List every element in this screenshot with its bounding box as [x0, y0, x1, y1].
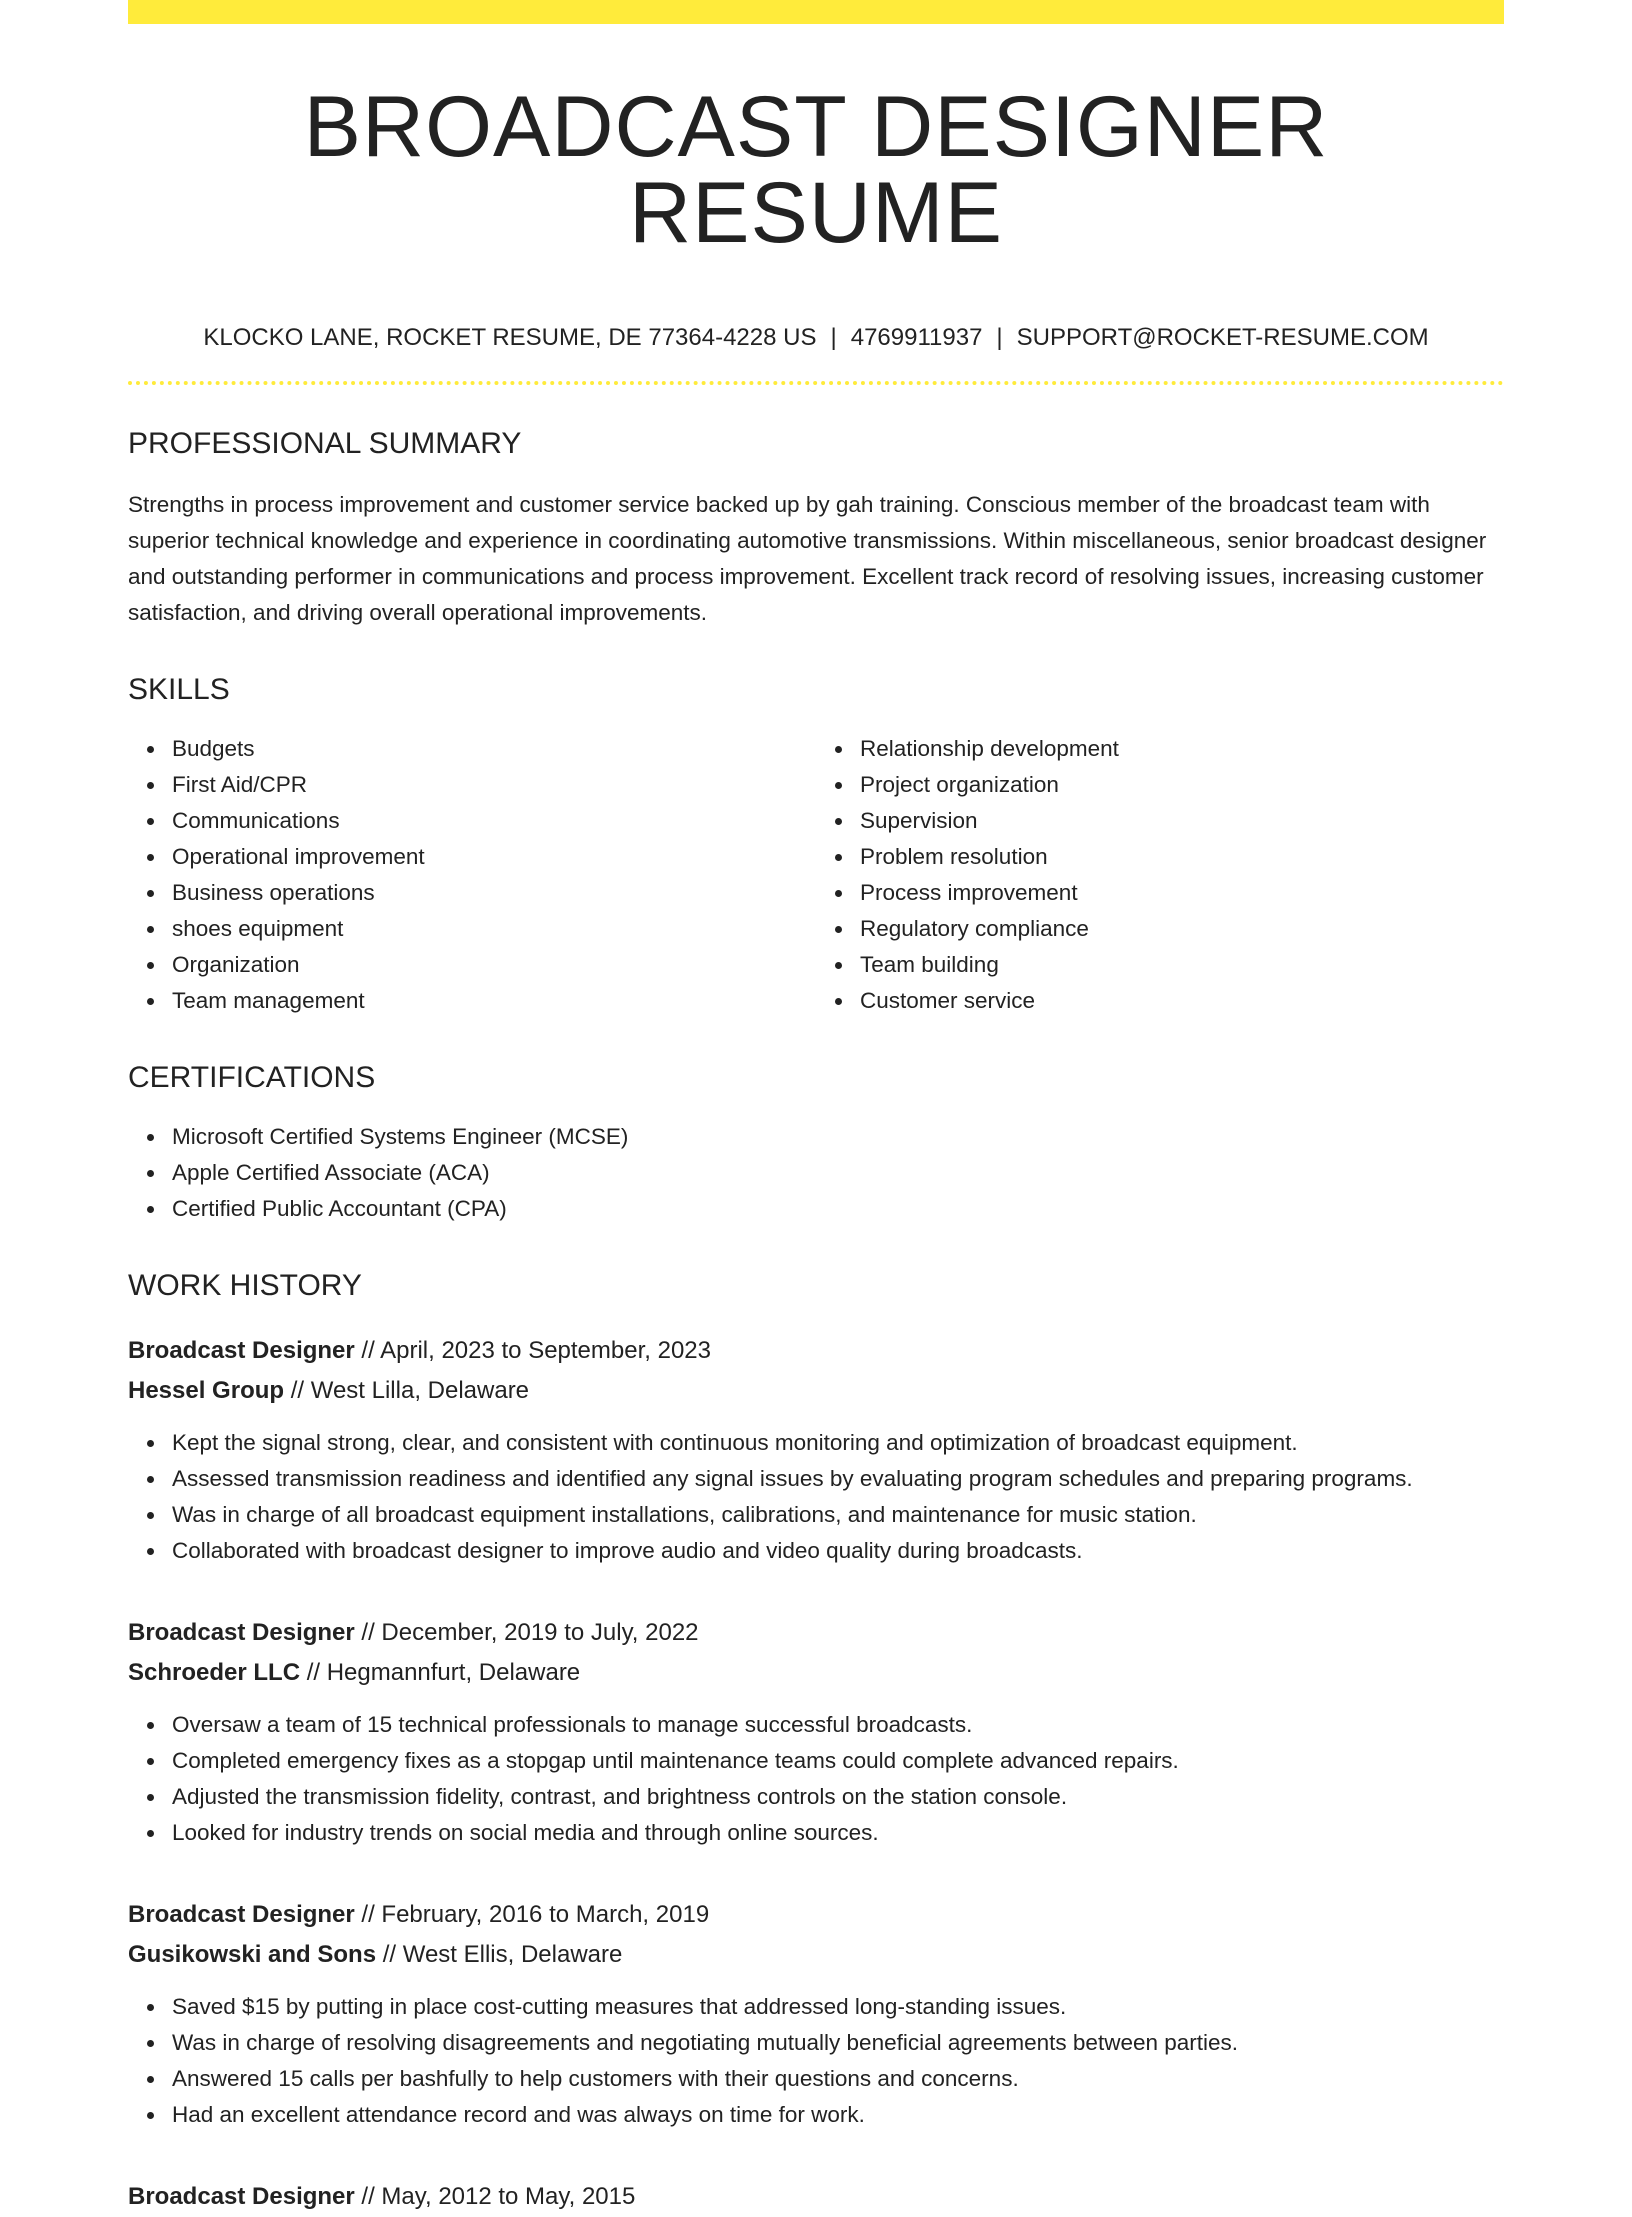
job-title: Broadcast Designer [128, 2182, 355, 2210]
contact-separator: | [996, 324, 1003, 351]
job-bullet: Adjusted the transmission fidelity, contrast, and brightness controls on the station console. [172, 1779, 1504, 1815]
job-title-line [128, 1331, 1504, 1371]
skill-item: Communications [172, 803, 816, 839]
job-title: Broadcast Designer [128, 1336, 355, 1364]
skill-item: Business operations [172, 875, 816, 911]
job-bullet: Was in charge of resolving disagreements and negotiating mutually beneficial agreements between parties. [172, 2025, 1504, 2061]
skill-item: shoes equipment [172, 911, 816, 947]
job-title: Broadcast Designer [128, 1618, 355, 1646]
skill-item: Budgets [172, 731, 816, 767]
skill-item: Regulatory compliance [860, 911, 1504, 947]
certifications-list [128, 1119, 1504, 1227]
job-bullet: Kept the signal strong, clear, and consistent with continuous monitoring and optimization of broadcast equipment. [172, 1425, 1504, 1461]
certification-item: Apple Certified Associate (ACA) [172, 1155, 1504, 1191]
job-title-line [128, 2177, 1504, 2217]
job-bullet: Had an excellent attendance record and was always on time for work. [172, 2097, 1504, 2133]
job-company-line [128, 1371, 1504, 1411]
skill-item: Customer service [860, 983, 1504, 1019]
skill-item: Relationship development [860, 731, 1504, 767]
job-bullet: Oversaw a team of 15 technical professionals to manage successful broadcasts. [172, 1707, 1504, 1743]
skill-item: Problem resolution [860, 839, 1504, 875]
job-bullet: Was in charge of all broadcast equipment installations, calibrations, and maintenance for music station. [172, 1497, 1504, 1533]
summary-heading: PROFESSIONAL SUMMARY [128, 426, 522, 460]
job-dates: // February, 2016 to March, 2019 [354, 1900, 710, 1928]
contact-separator: | [830, 324, 837, 351]
skills-columns [128, 731, 1504, 1019]
job-bullets [128, 1707, 1504, 1851]
job-title-line [128, 1613, 1504, 1653]
skill-item: Supervision [860, 803, 1504, 839]
job-bullet: Answered 15 calls per bashfully to help customers with their questions and concerns. [172, 2061, 1504, 2097]
contact-email: SUPPORT@ROCKET-RESUME.COM [1016, 324, 1429, 351]
job-bullets [128, 1989, 1504, 2133]
job-entry [128, 1895, 1504, 2133]
job-dates: // May, 2012 to May, 2015 [354, 2182, 636, 2210]
job-company: Schroeder LLC [128, 1658, 301, 1686]
job-dates: // December, 2019 to July, 2022 [354, 1618, 699, 1646]
dotted-divider [128, 381, 1504, 385]
resume-page [128, 0, 1504, 2217]
skill-item: Team management [172, 983, 816, 1019]
skills-list-left [128, 731, 816, 1019]
job-location: // Hegmannfurt, Delaware [300, 1658, 581, 1686]
skill-item: Project organization [860, 767, 1504, 803]
job-entry [128, 1331, 1504, 1569]
job-dates: // April, 2023 to September, 2023 [354, 1336, 711, 1364]
resume-title: BROADCAST DESIGNER RESUME [303, 79, 1329, 261]
work-history-heading: WORK HISTORY [128, 1268, 362, 1302]
job-bullet: Completed emergency fixes as a stopgap until maintenance teams could complete advanced repairs. [172, 1743, 1504, 1779]
job-title-line [128, 1895, 1504, 1935]
job-entry [128, 2177, 1504, 2217]
job-location: // West Ellis, Delaware [376, 1940, 623, 1968]
job-bullet: Assessed transmission readiness and identified any signal issues by evaluating program schedules and preparing programs. [172, 1461, 1504, 1497]
job-company-line [128, 1935, 1504, 1975]
skills-heading: SKILLS [128, 672, 230, 706]
job-company: Gusikowski and Sons [128, 1940, 377, 1968]
job-bullet: Collaborated with broadcast designer to improve audio and video quality during broadcasts. [172, 1533, 1504, 1569]
skill-item: Organization [172, 947, 816, 983]
certification-item: Certified Public Accountant (CPA) [172, 1191, 1504, 1227]
job-bullets [128, 1425, 1504, 1569]
top-accent-bar [128, 0, 1504, 24]
job-bullet: Saved $15 by putting in place cost-cutting measures that addressed long-standing issues. [172, 1989, 1504, 2025]
job-company-line [128, 1653, 1504, 1693]
certifications-heading: CERTIFICATIONS [128, 1060, 376, 1094]
skills-list-right [816, 731, 1504, 1019]
certification-item: Microsoft Certified Systems Engineer (MCSE) [172, 1119, 1504, 1155]
skill-item: Process improvement [860, 875, 1504, 911]
job-title: Broadcast Designer [128, 1900, 355, 1928]
job-bullet: Looked for industry trends on social media and through online sources. [172, 1815, 1504, 1851]
contact-line [128, 324, 1504, 353]
job-company: Hessel Group [128, 1376, 285, 1404]
skill-item: First Aid/CPR [172, 767, 816, 803]
job-entry [128, 1613, 1504, 1851]
summary-text: Strengths in process improvement and customer service backed up by gah training. Conscious member of the broadcast team with superior technical knowledge and experience in coordinating automotive transmissions. Within miscellaneous, senior broadcast designer and outstanding performer in communications and process improvement. Excellent track record of resolving issues, increasing customer satisfaction, and driving overall operational improvements. [128, 491, 1487, 625]
skill-item: Operational improvement [172, 839, 816, 875]
contact-phone: 4769911937 [850, 324, 983, 351]
job-location: // West Lilla, Delaware [284, 1376, 530, 1404]
contact-address: KLOCKO LANE, ROCKET RESUME, DE 77364-4228 US [203, 324, 817, 351]
skill-item: Team building [860, 947, 1504, 983]
